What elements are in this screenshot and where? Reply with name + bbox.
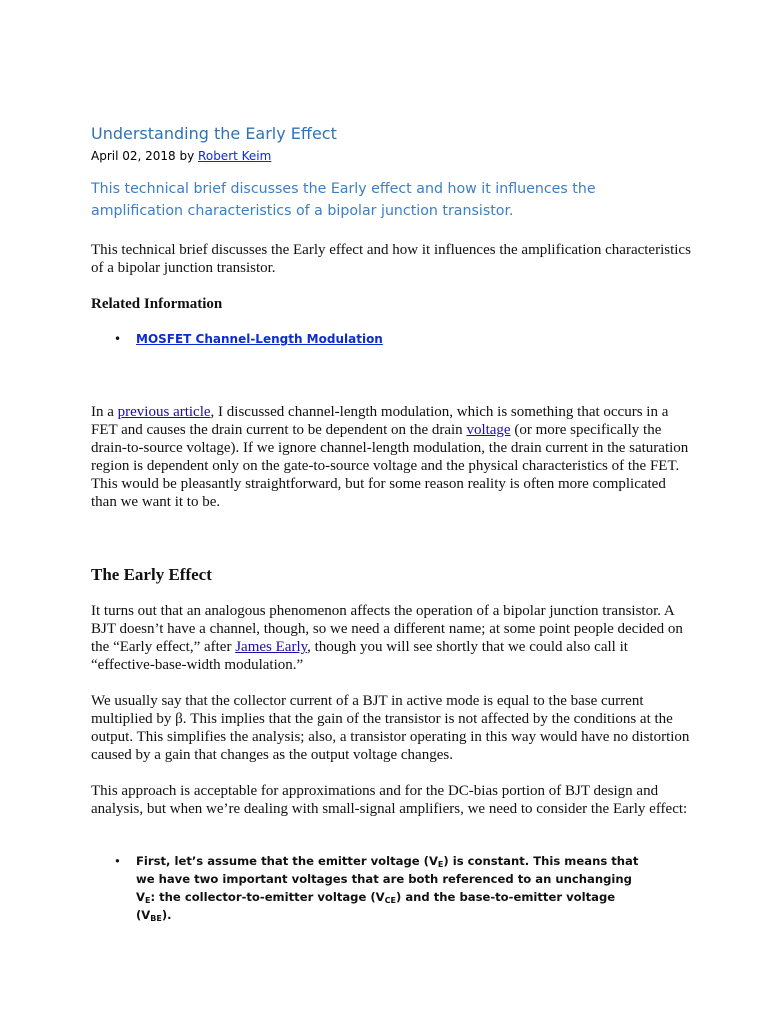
byline-by: by [175, 149, 199, 163]
subscript-be: BE [150, 914, 162, 923]
james-early-link[interactable]: James Early [235, 639, 308, 655]
para1-text-3: (or more specifically the drain-to-source voltage). If we ignore channel-length modulation, the drain current in the saturation region is dependent only on the gate-to-source voltage and the physical characteristics of the FET. This would be pleasantly straightforward, but for some reason reality is often more complicated than we want it to be. [91, 422, 689, 510]
publish-date: April 02, 2018 [91, 149, 176, 163]
previous-article-link[interactable]: previous article [117, 404, 211, 420]
li-text-4: ) and the base-to-emitter voltage (V [136, 890, 616, 922]
article-lede: This technical brief discusses the Early effect and how it influences the amplification characteristics of a bipolar junction transistor. [91, 181, 596, 219]
related-link-mosfet[interactable]: MOSFET Channel-Length Modulation [136, 332, 383, 346]
li-text-2: ) is constant. This means that we have two important voltages that are both referenced to an unchanging V [136, 854, 639, 904]
paragraph-collector-current: We usually say that the collector current of a BJT in active mode is equal to the base current multiplied by β. This implies that the gain of the transistor is not affected by the conditions at the output. This simplifies the analysis; also, a transistor operating in this way would have no distortion caused by a gain that changes as the output voltage changes. [91, 693, 690, 763]
related-heading: Related Information [91, 296, 223, 312]
byline [91, 149, 271, 163]
bullet-icon: • [114, 332, 122, 346]
intro-paragraph: This technical brief discusses the Early effect and how it influences the amplification characteristics of a bipolar junction transistor. [91, 242, 691, 276]
li-text-5: ). [161, 908, 172, 922]
author-link[interactable]: Robert Keim [198, 149, 272, 163]
subscript-ce: CE [384, 896, 396, 905]
paragraph-approach: This approach is acceptable for approximations and for the DC-bias portion of BJT design and analysis, but when we’re dealing with small-signal amplifiers, we need to consider the Early effect: [91, 783, 688, 817]
paragraph-analogous [91, 602, 691, 674]
subscript-e: E [144, 896, 151, 905]
para1-text-2: , I discussed channel-length modulation, which is something that occurs in a FET and causes the drain current to be dependent on the drain [91, 404, 669, 438]
paragraph-previous-article [91, 403, 691, 511]
list-item-text [136, 852, 646, 924]
article-title: Understanding the Early Effect [91, 124, 337, 143]
li-text-1: First, let’s assume that the emitter voltage (V [136, 854, 438, 868]
para2-text-1: It turns out that an analogous phenomenon affects the operation of a bipolar junction transistor. A BJT doesn’t have a channel, though, so we need a different name; at some point people decided on the “Early effect,” after [91, 603, 683, 655]
para2-text-2: , though you will see shortly that we could also call it “effective-base-width modulation.” [91, 639, 628, 673]
section-heading-early-effect: The Early Effect [91, 565, 212, 584]
bullet-icon: • [114, 854, 121, 868]
subscript-e: E [437, 860, 444, 869]
para1-text-1: In a [91, 404, 118, 420]
voltage-link[interactable]: voltage [466, 422, 511, 438]
li-text-3: : the collector-to-emitter voltage (V [150, 890, 385, 904]
